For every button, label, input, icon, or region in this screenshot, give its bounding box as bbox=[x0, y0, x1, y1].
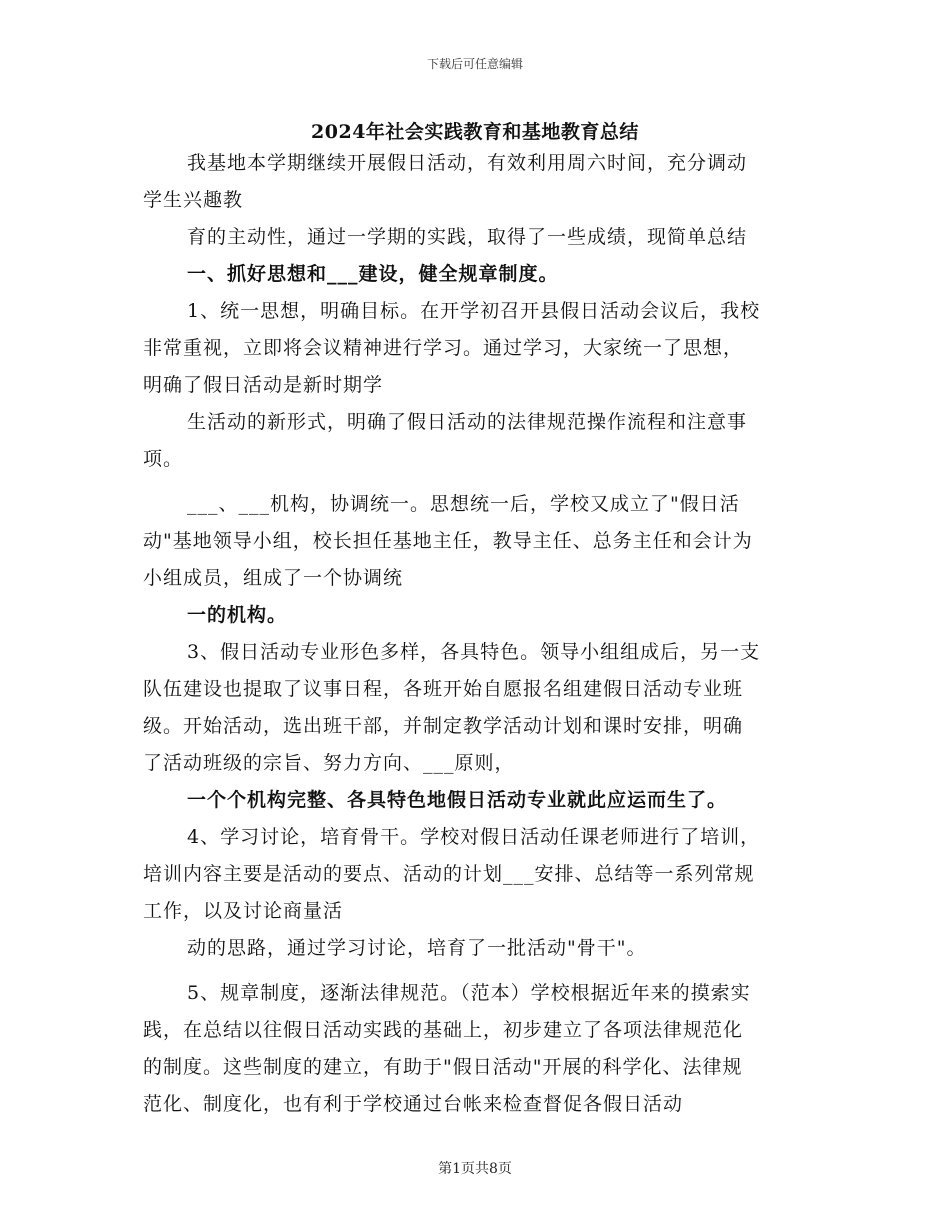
paragraph-line: 1、统一思想，明确目标。在开学初召开县假日活动会议后，我校 bbox=[187, 300, 761, 322]
bold-line: 一的机构。 bbox=[187, 604, 288, 626]
paragraph-line: 动的思路，通过学习讨论，培育了一批活动"骨干"。 bbox=[187, 937, 647, 959]
paragraph-line: 4、学习讨论，培育骨干。学校对假日活动任课老师进行了培训， bbox=[187, 826, 761, 848]
document-body bbox=[143, 145, 813, 1123]
paragraph-line: 明确了假日活动是新时期学 bbox=[143, 374, 384, 396]
page-header-note: 下载后可任意编辑 bbox=[426, 57, 523, 71]
paragraph-line: 3、假日活动专业形色多样，各具特色。领导小组组成后，另一支 bbox=[187, 641, 761, 663]
paragraph-line: 项。 bbox=[143, 448, 184, 470]
paragraph-line: 学生兴趣教 bbox=[143, 189, 244, 211]
paragraph-line: 动"基地领导小组，校长担任基地主任，教导主任、总务主任和会计为 bbox=[143, 530, 753, 552]
paragraph-line: 小组成员，组成了一个协调统 bbox=[143, 567, 404, 589]
paragraph-line: 了活动班级的宗旨、努力方向、___原则， bbox=[143, 752, 515, 774]
paragraph-line: 非常重视，立即将会议精神进行学习。通过学习，大家统一了思想， bbox=[143, 337, 744, 359]
paragraph-line: 培训内容主要是活动的要点、活动的计划___安排、总结等一系列常规 bbox=[143, 863, 755, 885]
section-heading: 一、抓好思想和___建设，健全规章制度。 bbox=[187, 263, 559, 285]
paragraph-line: 5、规章制度，逐渐法律规范。（范本）学校根据近年来的摸索实 bbox=[187, 982, 751, 1004]
page-number: 第1页共8页 bbox=[438, 1161, 512, 1177]
paragraph-line: 级。开始活动，选出班干部，并制定教学活动计划和课时安排，明确 bbox=[143, 715, 744, 737]
paragraph-line: ___、___机构，协调统一。思想统一后，学校又成立了"假日活 bbox=[187, 493, 740, 515]
paragraph-line: 我基地本学期继续开展假日活动，有效利用周六时间，充分调动 bbox=[187, 152, 748, 174]
bold-line: 一个个机构完整、各具特色地假日活动专业就此应运而生了。 bbox=[187, 789, 728, 811]
paragraph-line: 生活动的新形式，明确了假日活动的法律规范操作流程和注意事 bbox=[187, 411, 748, 433]
paragraph-line: 育的主动性，通过一学期的实践，取得了一些成绩，现简单总结 bbox=[187, 226, 748, 248]
paragraph-line: 范化、制度化，也有利于学校通过台帐来检查督促各假日活动 bbox=[143, 1093, 684, 1115]
document-title: 2024年社会实践教育和基地教育总结 bbox=[311, 121, 639, 143]
paragraph-line: 践，在总结以往假日活动实践的基础上，初步建立了各项法律规范化 bbox=[143, 1019, 744, 1041]
paragraph-line: 队伍建设也提取了议事日程，各班开始自愿报名组建假日活动专业班 bbox=[143, 678, 744, 700]
paragraph-line: 的制度。这些制度的建立，有助于"假日活动"开展的科学化、法律规 bbox=[143, 1056, 743, 1078]
paragraph-line: 工作，以及讨论商量活 bbox=[143, 900, 344, 922]
